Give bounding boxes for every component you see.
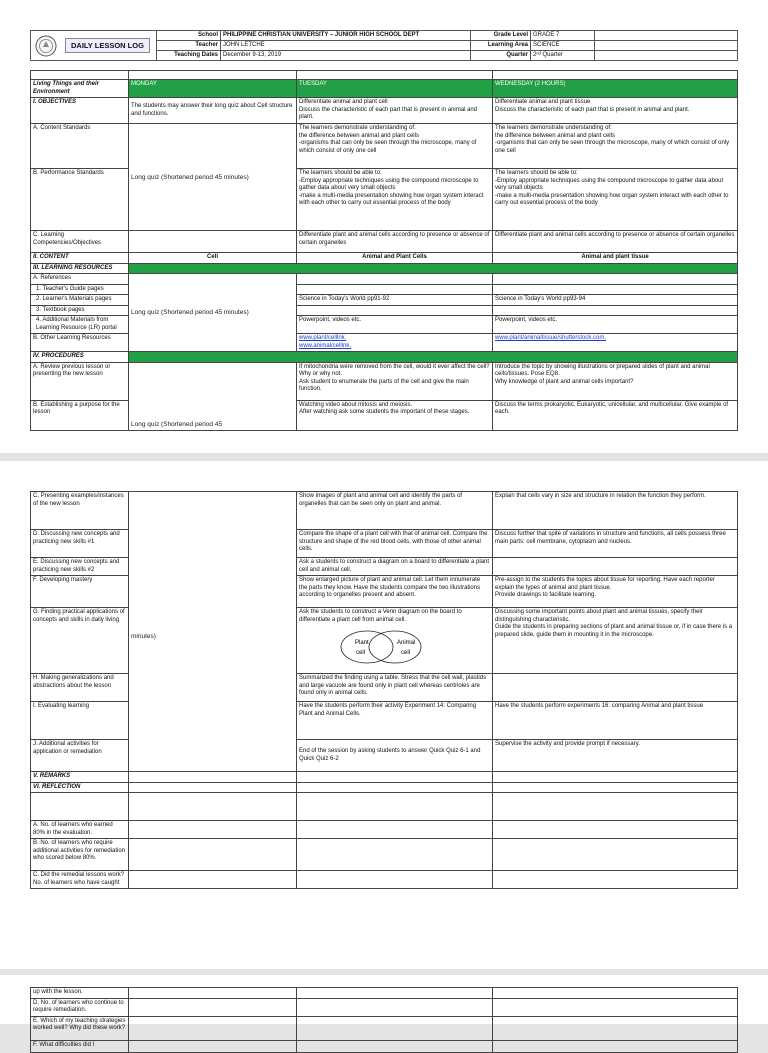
procedure-i-wednesday: Have the students perform experiments 16: comparing Animal and plant tissue	[493, 702, 738, 740]
procedure-e-tuesday: Ask a students to construct a diagram on a board to differentiate a plant cell and animal cell.	[297, 558, 493, 576]
procedure-g-label: G. Finding practical applications of concepts and skills in daily living	[31, 608, 129, 674]
lr-tuesday: Powerpoint, videos etc.	[297, 316, 493, 334]
monday-long-quiz-3: Long quiz (Shortened period 45	[129, 362, 297, 430]
competencies-tuesday: Differentiate plant and animal cells according to presence or absence of certain organelles	[297, 231, 493, 253]
reflection-label: VI. REFLECTION	[31, 782, 129, 793]
content-standards-wednesday: The learners demonstrate understanding of: the difference between animal and plant cells -organisms that can only be seen through the microscope, many of which consist of only one cell	[493, 124, 738, 169]
venn-diagram	[329, 627, 439, 667]
lesson-table-page-1	[30, 70, 738, 431]
remarks-label: V. REMARKS	[31, 772, 129, 783]
quarter-value: 2ⁿᵈ Quarter	[531, 51, 595, 61]
procedure-b-label: B. Establishing a purpose for the lesson	[31, 400, 129, 430]
procedure-a-label: A. Review previous lesson or presenting the new lesson	[31, 362, 129, 400]
document-title: DAILY LESSON LOG	[71, 41, 144, 50]
school-value: PHILIPPINE CHRISTIAN UNIVERSITY – JUNIOR HIGH SCHOOL DEPT	[221, 31, 471, 41]
competencies-wednesday: Differentiate plant and animal cells according to presence or absence of certain organelles	[493, 231, 738, 253]
procedure-b-tuesday: Watching video about mitosis and meiosis. After watching ask some students the important of these stages.	[297, 400, 493, 430]
school-label: School	[157, 31, 221, 41]
procedures-label: IV. PROCEDURES	[31, 352, 129, 363]
procedure-c-wednesday: Explain that cells vary in size and structure in relation the function they perform.	[493, 492, 738, 530]
procedure-f-wednesday: Pre-assign to the students the topics about tissue for reporting. Have each reporter explain the types of animal and plant tissue. Provide drawings to facilitate learning.	[493, 576, 738, 608]
content-standards-label: A. Content Standards	[31, 124, 129, 169]
procedure-h-label: H. Making generalizations and abstractions about the lesson	[31, 674, 129, 702]
procedure-g-wednesday: Discussing some important points about plant and animal tissues, specify their distinguishing characteristic. Guide the students in preparing sections of plant and animal tissue or, if in case there is a prepared slide, guide them in mounting it in the microscope.	[493, 608, 738, 674]
content-standards-tuesday: The learners demonstrate understanding of: the difference between animal and plant cells -organisms that can only be seen through the microscope, many of which consist of only one cell	[297, 124, 493, 169]
other-resources-label: B. Other Learning Resources	[31, 334, 129, 352]
procedure-c-label: C. Presenting examples/instances of the new lesson	[31, 492, 129, 530]
page-2	[0, 461, 768, 969]
area-label: Learning Area	[471, 41, 531, 51]
venn-plant-label-1: Plant	[355, 640, 369, 646]
quarter-label: Quarter	[471, 51, 531, 61]
venn-plant-circle	[341, 631, 393, 663]
monday-long-quiz-4	[129, 492, 297, 772]
header-brand	[31, 31, 157, 61]
monday-long-quiz-tail: minutes)	[131, 632, 156, 640]
procedure-i-label: I. Evaluating learning	[31, 702, 129, 740]
procedure-a-wednesday: Introduce the topic by showing illustrations or prepared slides of plant and animal cells/tissues. Pose EQ8. Why knowledge of plant and animal cells important?	[493, 362, 738, 400]
procedure-j-wednesday: Supervise the activity and provide prompt if necessary.	[493, 740, 738, 772]
dates-label: Teaching Dates	[157, 51, 221, 61]
lesson-table-page-2	[30, 491, 738, 889]
lm-label: 2. Learner's Materials pages	[31, 295, 129, 306]
page-3	[0, 975, 768, 1048]
lr-label: 4. Additional Materials from Learning Resource (LR) portal	[31, 316, 129, 334]
teacher-value: JOHN LETCHE	[221, 41, 471, 51]
textbook-wednesday: Science in Today's World pp93-94	[493, 295, 738, 306]
dates-value: December 9-13, 2019	[221, 51, 471, 61]
procedure-j-label: J. Additional activities for application or remediation	[31, 740, 129, 772]
grade-label: Grade Level	[471, 31, 531, 41]
learning-resources-label: III. LEARNING RESOURCES	[31, 263, 129, 274]
area-value: SCIENCE	[531, 41, 595, 51]
competencies-label: C. Learning Competencies/Objectives	[31, 231, 129, 253]
reflection-d-label: D. No. of learners who continue to require remediation.	[31, 998, 129, 1016]
venn-animal-circle	[369, 631, 421, 663]
objectives-tuesday: Differentiate animal and plant cell Discuss the characteristic of each part that is present in animal and plant.	[297, 98, 493, 124]
procedure-d-tuesday: Compare the shape of a plant cell with that of animal cell. Compare the structure and shape of the red blood cells, with those of other animal cells.	[297, 530, 493, 558]
header-title-box	[65, 38, 150, 53]
monday-long-quiz-1: Long quiz (Shortened period 45 minutes)	[129, 124, 297, 231]
references-label: A. References	[31, 274, 129, 285]
tuesday-header: TUESDAY	[297, 80, 493, 98]
reflection-c-continued: up with the lesson.	[31, 988, 129, 999]
tissue-link[interactable]: www.plant/animaltissue/shutterstock.com.	[495, 335, 607, 341]
reflection-c-label: C. Did the remedial lessons work? No. of learners who have caught	[31, 871, 129, 889]
procedure-a-tuesday: If mitochondria were removed from the cell, would it ever affect the cell? Why or why not. Ask student to enumerate the parts of the cell and give the main function.	[297, 362, 493, 400]
procedure-j-tuesday: End of the session by asking students to answer Quick Quiz 6-1 and Quick Quiz 6-2	[297, 740, 493, 772]
lr-wednesday: Powerpoint, videos etc.	[493, 316, 738, 334]
tg-label: 1. Teacher's Guide pages	[31, 284, 129, 295]
objectives-wednesday: Differentiate animal and plant tissue Discuss the characteristic of each part that is present in animal and plant.	[493, 98, 738, 124]
monday-header: MONDAY	[129, 80, 297, 98]
textbook-tuesday: Science in Today's World pp91-92	[297, 295, 493, 306]
procedure-d-label: D. Discussing new concepts and practicing new skills #1	[31, 530, 129, 558]
school-seal-icon	[35, 35, 57, 57]
procedure-e-label: E. Discussing new concepts and practicing new skills #2	[31, 558, 129, 576]
venn-animal-label-1: Animal	[397, 640, 416, 646]
reflection-b-label: B. No. of learners who require additional activities for remediation who scored below 80%.	[31, 839, 129, 871]
content-label: II. CONTENT	[31, 253, 129, 264]
lesson-table-page-3	[30, 987, 738, 1053]
reflection-f-label: F. What difficulties did I	[31, 1040, 129, 1052]
lesson-header	[30, 30, 738, 61]
monday-long-quiz-2: Long quiz (Shortened period 45 minutes)	[129, 274, 297, 352]
performance-standards-tuesday: The learners should be able to: -Employ appropriate techniques using the compound microscope to gather data about very small objects -make a multi-media presentation showing how organ system interact with each other to carry out essential process of the body	[297, 169, 493, 231]
procedure-i-tuesday: Have the students perform their activity Experiment 14: Comparing Plant and Animal Cells.	[297, 702, 493, 740]
venn-plant-label-2: cell	[356, 650, 366, 656]
reflection-e-label: E. Which of my teaching strategies worked well? Why did these work?	[31, 1016, 129, 1040]
objectives-label: I. OBJECTIVES	[31, 98, 129, 124]
venn-animal-label-2: cell	[401, 650, 411, 656]
tb-label: 3. Textbook pages	[31, 305, 129, 316]
performance-standards-label: B. Performance Standards	[31, 169, 129, 231]
plant-cell-link[interactable]: www.plant/celllnk.	[299, 335, 347, 341]
wednesday-header: WEDNESDAY (2 HOURS)	[493, 80, 738, 98]
procedure-c-tuesday: Show images of plant and animal cell and identify the parts of organelles that can be seen only on plant and animal.	[297, 492, 493, 530]
procedure-g-tuesday: Ask the students to construct a Venn diagram on the board to differentiate a plant cell from animal cell.	[299, 609, 462, 623]
performance-standards-wednesday: The learners should be able to: -Employ appropriate techniques using the compound microscope to gather data about very small objects -make a multi-media presentation showing how organ system interact with each other to carry out essential process of the body	[493, 169, 738, 231]
content-monday: Cell	[129, 253, 297, 264]
procedure-d-wednesday: Discuss further that spite of variations in structure and functions, all cells possess three main parts: cell membrane, cytoplasm and nucleus.	[493, 530, 738, 558]
content-wednesday: Animal and plant tissue	[493, 253, 738, 264]
procedure-b-wednesday: Discuss the terms prokaryotic, Eukaryotic, unicellular, and multicellular. Give example of each.	[493, 400, 738, 430]
objectives-monday: The students may answer their long quiz about Cell structure and functions.	[129, 98, 297, 124]
procedure-f-label: F. Developing mastery	[31, 576, 129, 608]
procedure-h-tuesday: Summarized the finding using a table. Stress that the cell wall, plastids and large vacuole are found only in plant cell whereas centrioles are found only in animal cells.	[297, 674, 493, 702]
grade-value: GRADE 7	[531, 31, 595, 41]
procedure-f-tuesday: Show enlarged picture of plant and animal cell. Let them innumerate the parts they know. Have the students compare the two illustrations according to organelles present and absent.	[297, 576, 493, 608]
animal-cell-link[interactable]: www.animal/celllnk.	[299, 342, 352, 349]
reflection-a-label: A. No. of learners who earned 80% in the evaluation.	[31, 821, 129, 839]
topic-header: Living Things and their Environment	[31, 80, 129, 98]
content-tuesday: Animal and Plant Cells	[297, 253, 493, 264]
page-1	[0, 0, 768, 453]
teacher-label: Teacher	[157, 41, 221, 51]
